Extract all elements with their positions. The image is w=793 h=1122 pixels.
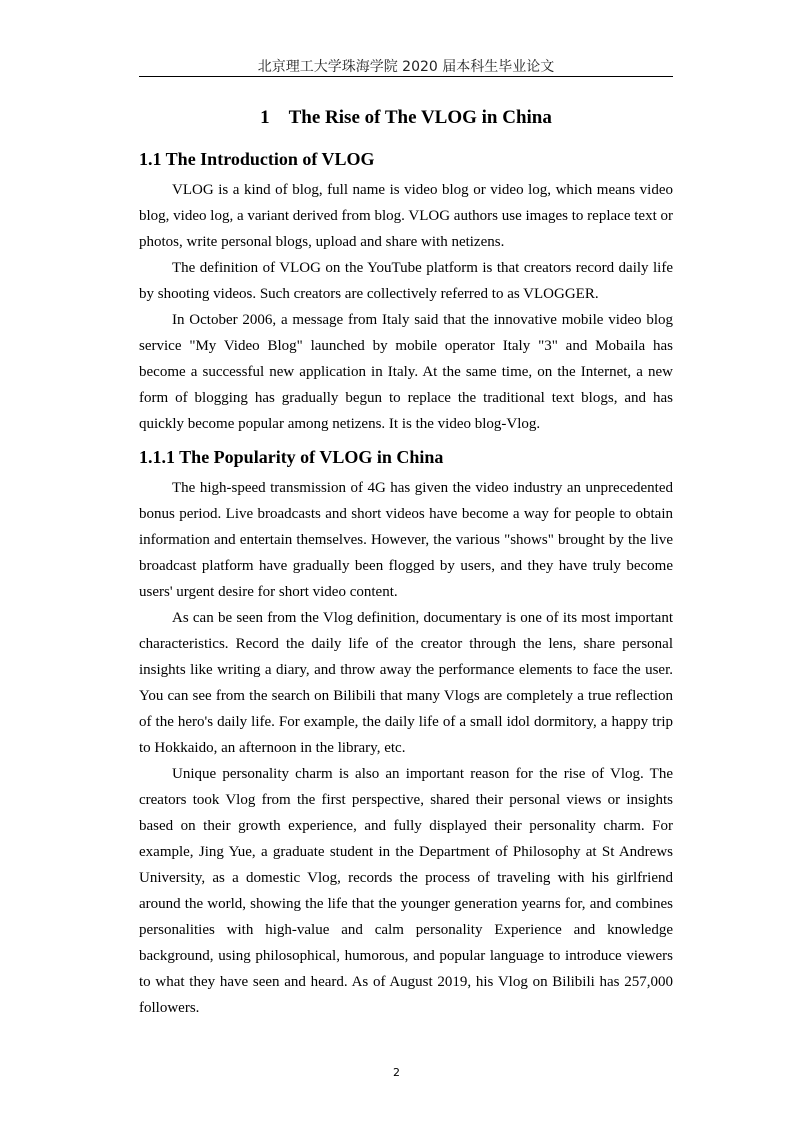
- header-rule: [139, 76, 673, 77]
- paragraph: In October 2006, a message from Italy said that the innovative mobile video blog service "My Video Blog" launched by mobile operator Italy "3" and Mobaila has become a successful new application in Italy. At the same time, on the Internet, a new form of blogging has gradually begun to replace the traditional text blogs, and has quickly become popular among netizens. It is the video blog-Vlog.: [139, 312, 673, 432]
- paragraph: The definition of VLOG on the YouTube platform is that creators record daily life by shooting videos. Such creators are collectively referred to as VLOGGER.: [139, 260, 673, 302]
- page-header: 北京理工大学珠海学院 2020 届本科生毕业论文: [257, 59, 555, 75]
- paragraph: The high-speed transmission of 4G has given the video industry an unprecedented bonus period. Live broadcasts and short videos have become a way for people to obtain information and entertain themselves. However, the various "shows" brought by the live broadcast platform have gradually been flogged by users, and they have truly become users' urgent desire for short video content.: [139, 480, 673, 600]
- paragraph: As can be seen from the Vlog definition, documentary is one of its most important characteristics. Record the daily life of the creator through the lens, share personal insights like writing a diary, and throw away the performance elements to face the user. You can see from the search on Bilibili that many Vlogs are completely a true reflection of the hero's daily life. For example, the daily life of a small idol dormitory, a happy trip to Hokkaido, an afternoon in the library, etc.: [139, 610, 673, 756]
- page-number: 2: [393, 1066, 400, 1079]
- chapter-title: 1 The Rise of The VLOG in China: [260, 107, 552, 128]
- page-body: [139, 101, 673, 1021]
- paragraph: Unique personality charm is also an important reason for the rise of Vlog. The creators took Vlog from the first perspective, shared their personal views or insights based on their growth experience, and fully displayed their personality charm. For example, Jing Yue, a graduate student in the Department of Philosophy at St Andrews University, as a domestic Vlog, records the process of traveling with his girlfriend around the world, showing the life that the younger generation yearns for, and combines personalities with high-value and calm personality Experience and knowledge background, using philosophical, humorous, and popular language to introduce viewers to what they have seen and heard. As of August 2019, his Vlog on Bilibili has 257,000 followers.: [139, 766, 673, 1016]
- paragraph: VLOG is a kind of blog, full name is video blog or video log, which means video blog, video log, a variant derived from blog. VLOG authors use images to replace text or photos, write personal blogs, upload and share with netizens.: [139, 182, 673, 250]
- section-title-1-1: 1.1 The Introduction of VLOG: [139, 149, 375, 169]
- section-title-1-1-1: 1.1.1 The Popularity of VLOG in China: [139, 447, 444, 467]
